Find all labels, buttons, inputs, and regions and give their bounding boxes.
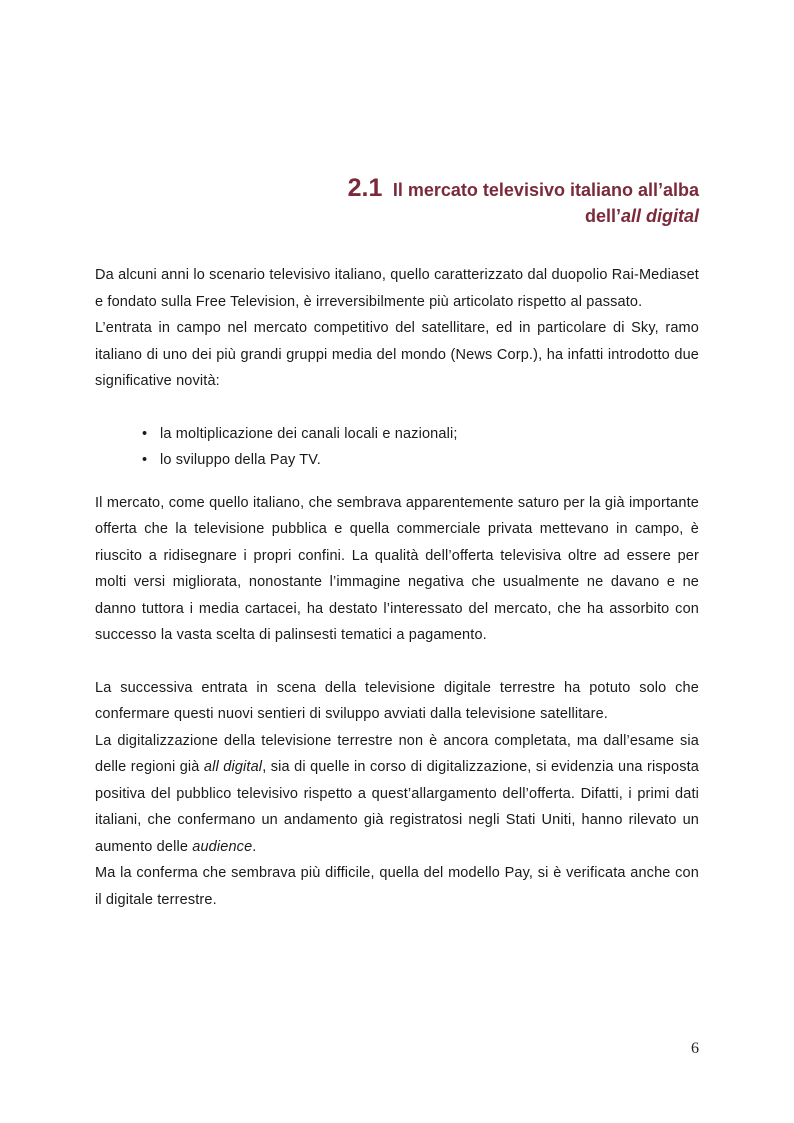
paragraph-5-text-a: La digitalizzazione della televisione terrestre non è ancora completata, ma dall’esame sia delle regioni già [95,732,699,775]
heading-line-2 [95,204,699,229]
section-title-line2-prefix: dell’ [584,206,621,226]
section-heading [95,176,699,229]
paragraph-2: L’entrata in campo nel mercato competitivo del satellitare, ed in particolare di Sky, ramo italiano di uno dei più grandi gruppi media del mondo (News Corp.), ha infatti introdotto due significative novità: [95,320,699,389]
paragraph-5-text-c: . [252,838,257,855]
section-title-line2-italic: all digital [620,206,699,226]
paragraph-5 [95,728,699,861]
section-number: 2.1 [347,174,383,202]
section-title-line1: Il mercato televisivo italiano all’alba [392,180,699,200]
paragraph-5-italic-audience: audience [192,838,253,855]
heading-line-1 [95,176,699,204]
paragraph-4: La successiva entrata in scena della televisione digitale terrestre ha potuto solo che confermare questi nuovi sentieri di sviluppo avviati dalla televisione satellitare. [95,679,699,722]
body-text [95,262,699,913]
spacer [95,395,699,421]
paragraph-5-italic-all-digital: all digital [203,759,263,775]
list-item: • la moltiplicazione dei canali locali e nazionali; [142,421,699,448]
paragraph-3: Il mercato, come quello italiano, che sembrava apparentemente saturo per la già importante offerta che la televisione pubblica e quella commerciale privata mettevano in campo, è riuscito a ridisegnare i propri confini. La qualità dell’offerta televisiva oltre ad essere per molti versi migliorata, nonostante l’immagine negativa che usualmente ne davano e ne danno tuttora i media cartacei, ha destato l’interessato del mercato, che ha assorbito con successo la vasta scelta di palinsesti tematici a pagamento. [95,494,699,643]
spacer [95,474,699,490]
bullet-list [95,421,699,474]
spacer [95,649,699,675]
paragraph-1: Da alcuni anni lo scenario televisivo italiano, quello caratterizzato dal duopolio Rai-Mediaset e fondato sulla Free Television, è irreversibilmente più articolato rispetto al passato. [95,267,699,310]
paragraph-6: Ma la conferma che sembrava più difficile, quella del modello Pay, si è verificata anche con il digitale terrestre. [95,865,699,908]
page-number: 6 [691,1040,699,1057]
paragraph-5-text-b: , sia di quelle in corso di digitalizzazione, si evidenzia una risposta positiva del pubblico televisivo rispetto a quest’allargamento dell’offerta. Difatti, i primi dati italiani, che confermano un andamento già registratosi negli Stati Uniti, hanno rilevato un aumento delle [95,759,699,855]
list-item: • lo sviluppo della Pay TV. [142,447,699,474]
